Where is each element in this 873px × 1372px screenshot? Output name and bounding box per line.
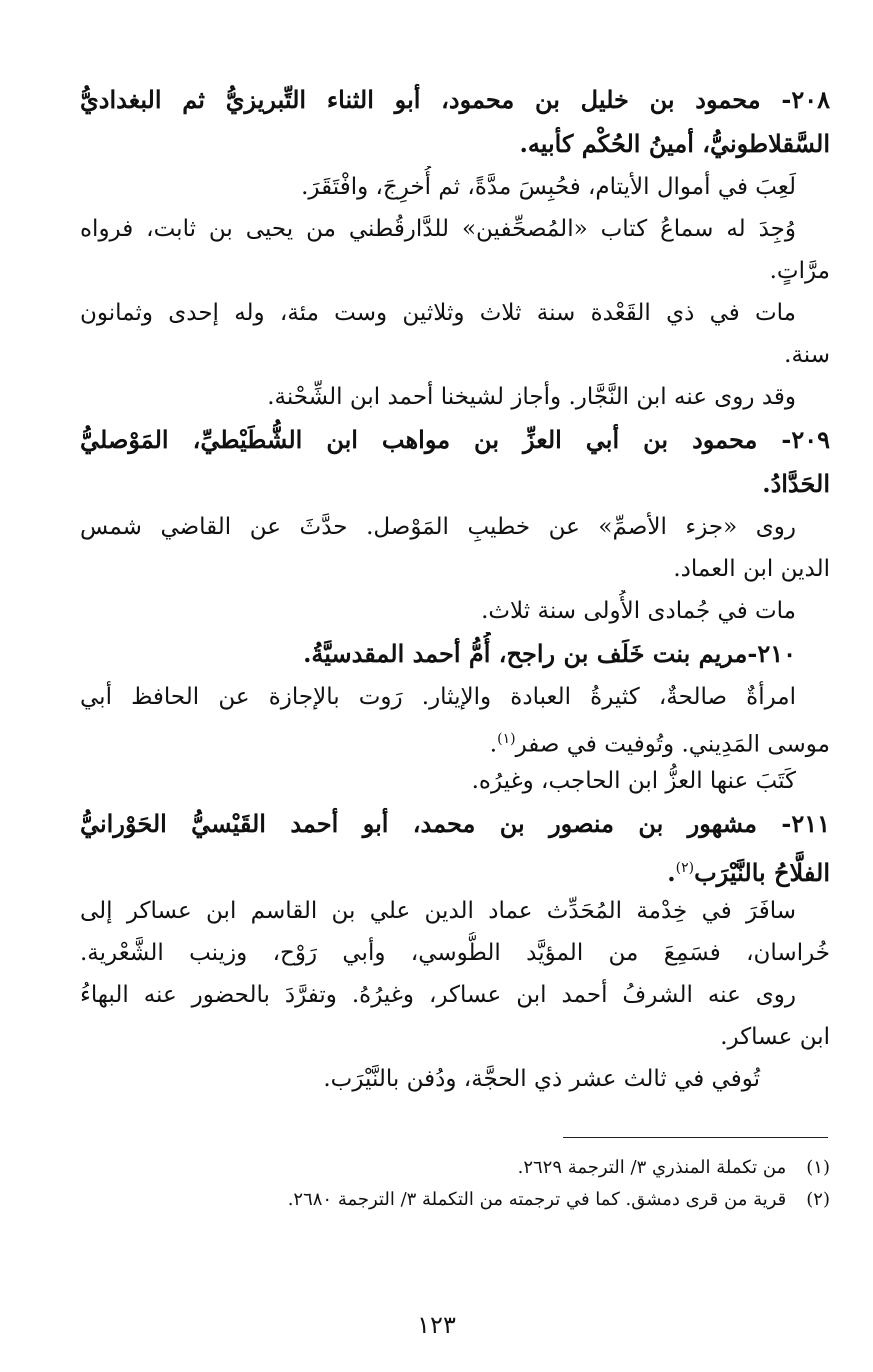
- entry-211-text-line: تُوفي في ثالث عشر ذي الحجَّة، ودُفن بالنَّيْرَب.: [323, 1066, 760, 1092]
- entry-210-text-line: كَتَبَ عنها العزُّ ابن الحاجب، وغيرُه.: [471, 768, 796, 794]
- footnotes: [150, 1152, 830, 1216]
- entry-210-text-line: امرأةٌ صالحةٌ، كثيرةُ العبادة والإيثار. رَوت بالإجازة عن الحافظ أبي: [80, 684, 796, 710]
- entry-209-heading-line-1: ٢٠٩- محمود بن أبي العزِّ بن مواهب ابن الشُّطَيْطيِّ، المَوْصليُّ: [80, 425, 830, 454]
- entry-210-heading: ٢١٠-مريم بنت خَلَف بن راجح، أُمُّ أحمد المقدسيَّةُ.: [303, 639, 796, 668]
- entry-211-text-line: خُراسان، فسَمِعَ من المؤيَّد الطُّوسي، وأبي رَوْح، وزينب الشَّعْرية.: [80, 940, 830, 966]
- footnote-2-number: (٢): [806, 1189, 830, 1210]
- entry-208-text-line: وُجِدَ له سماعُ كتاب «المُصحِّفين» للدَّارقُطني من يحيى بن ثابت، فرواه: [80, 216, 796, 242]
- footnote-2: [150, 1184, 830, 1216]
- entry-210-text-line: [80, 718, 830, 760]
- entry-209-text-line: الدين ابن العماد.: [673, 556, 830, 582]
- entry-208-text-line: سنة.: [784, 342, 830, 368]
- entry-208-text-line: مرَّاتٍ.: [769, 258, 830, 284]
- entry-211-text-line: روى عنه الشرفُ أحمد ابن عساكر، وغيرُهُ. وتفرَّدَ بالحضور عنه البهاءُ: [80, 982, 796, 1008]
- entry-209-heading-line-2: الحَدَّادُ.: [762, 469, 830, 498]
- footnote-2-text: قرية من قرى دمشق. كما في ترجمته من التكملة ٣/ الترجمة ٢٦٨٠.: [287, 1189, 787, 1210]
- footnote-1: [150, 1152, 830, 1184]
- entry-211-text-line: ابن عساكر.: [720, 1024, 830, 1050]
- entry-209-text-line: مات في جُمادى الأُولى سنة ثلاث.: [481, 598, 796, 624]
- footnote-1-number: (١): [806, 1157, 830, 1178]
- entry-211-heading-line-1: ٢١١- مشهور بن منصور بن محمد، أبو أحمد القَيْسيُّ الحَوْرانيُّ: [80, 809, 830, 838]
- entry-209-text-line: روى «جزء الأصمِّ» عن خطيبِ المَوْصل. حدَّثَ عن القاضي شمس: [80, 514, 796, 540]
- entry-208-heading-line-2: السَّقلاطونيُّ، أمينُ الحُكْم كأبيه.: [519, 129, 830, 158]
- page-number: ١٢٣: [417, 1311, 456, 1339]
- footnote-1-text: من تكملة المنذري ٣/ الترجمة ٢٦٢٩.: [517, 1157, 787, 1178]
- entry-211-heading-text: الفلَّاحُ بالنَّيْرَب: [694, 858, 830, 887]
- entry-211-period: .: [667, 858, 676, 887]
- entry-208-text-line: وقد روى عنه ابن النَّجَّار. وأجاز لشيخنا أحمد ابن الشِّحْنة.: [267, 384, 796, 410]
- main-text: [80, 78, 830, 1100]
- entry-210-period: .: [489, 731, 498, 758]
- entry-208-heading-line-1: ٢٠٨- محمود بن خليل بن محمود، أبو الثناء التِّبريزيُّ ثم البغداديُّ: [80, 85, 830, 114]
- entry-208-text-line: لَعِبَ في أموال الأيتام، فحُبِسَ مدَّةً، ثم أُخرِجَ، وافْتَقَرَ.: [301, 174, 796, 200]
- footnote-ref-1: (١): [497, 731, 516, 747]
- entry-211-heading-line-2: [80, 846, 830, 890]
- footnote-ref-2: (٢): [675, 860, 695, 876]
- entry-210-text: موسى المَدِيني. وتُوفيت في صفر: [515, 731, 830, 758]
- entry-211-text-line: سافَرَ في خِدْمة المُحَدِّث عماد الدين علي بن القاسم ابن عساكر إلى: [80, 898, 796, 924]
- footnote-divider: [563, 1137, 828, 1138]
- entry-208-text-line: مات في ذي القَعْدة سنة ثلاث وثلاثين وست مئة، وله إحدى وثمانون: [80, 300, 796, 326]
